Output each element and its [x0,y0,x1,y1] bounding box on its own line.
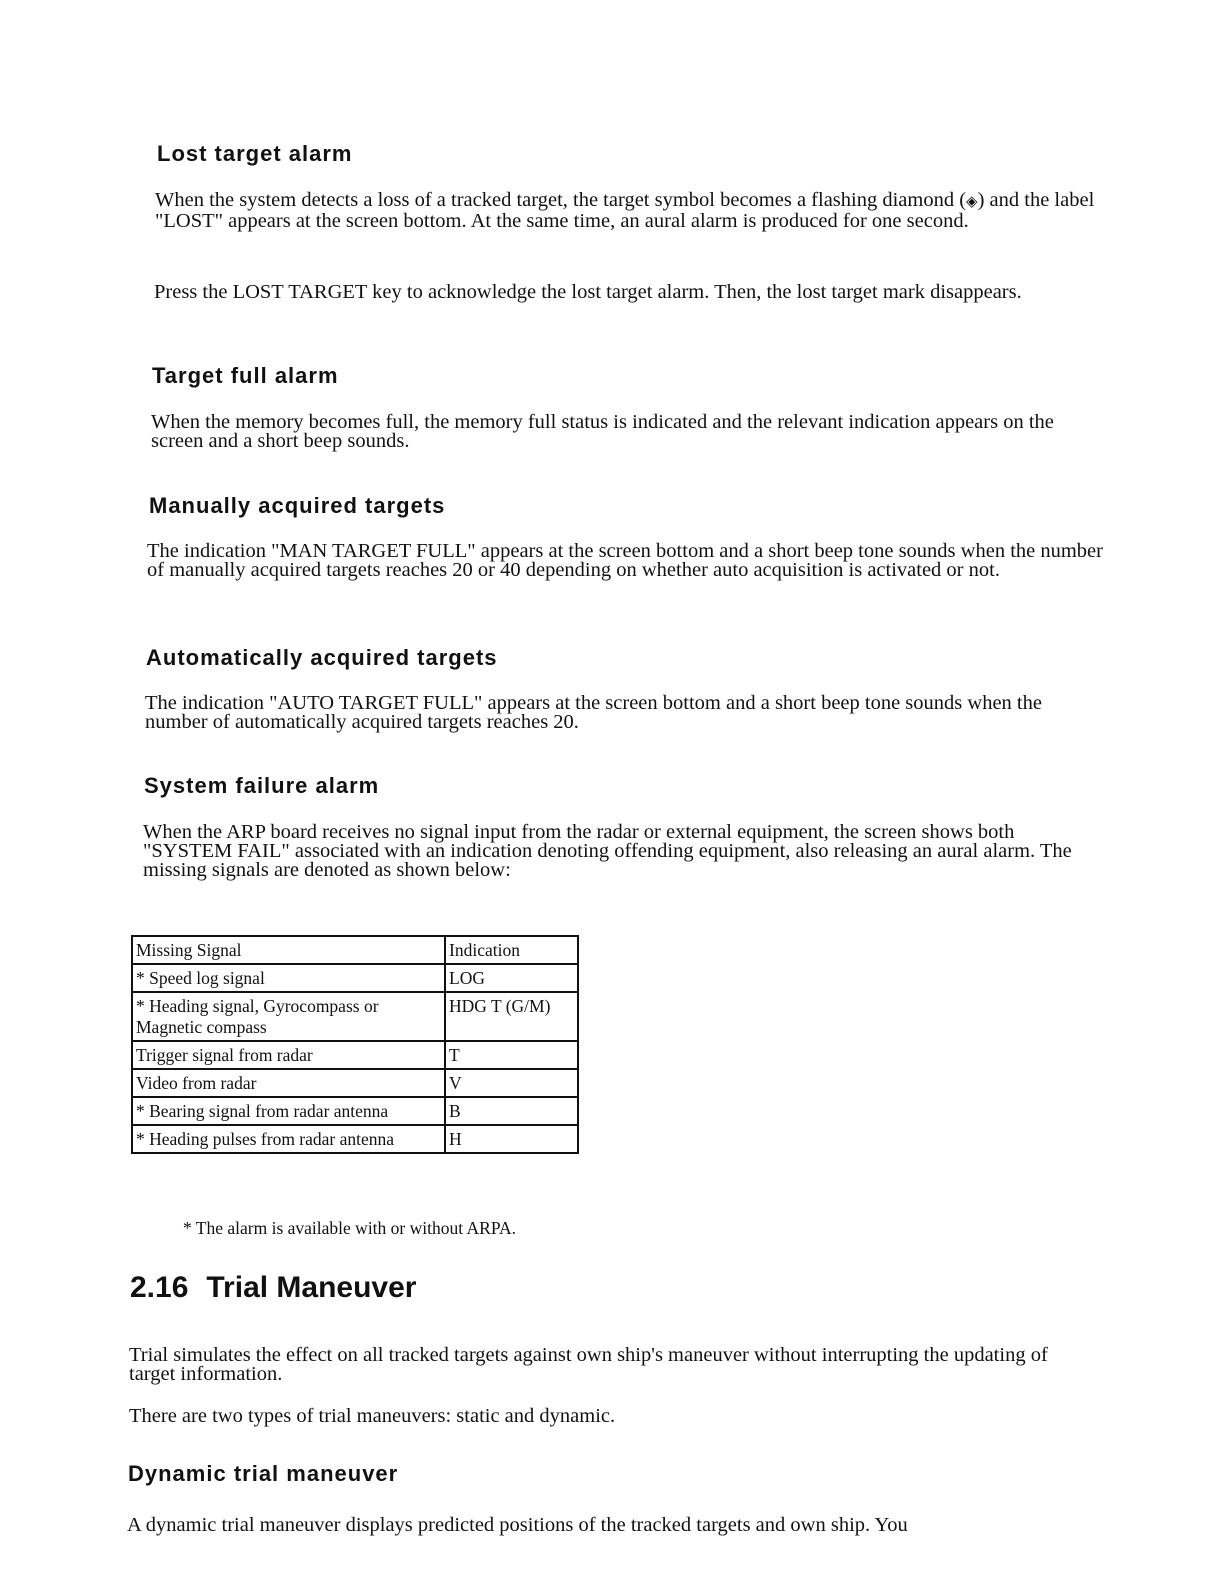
cell-indication: LOG [445,964,578,992]
header-missing-signal: Missing Signal [132,936,445,964]
cell-signal: * Speed log signal [132,964,445,992]
cell-indication: HDG T (G/M) [445,992,578,1041]
missing-signal-table [131,935,579,1154]
table-header-row [132,936,578,964]
cell-signal [132,992,445,1041]
section-title-trial-maneuver [130,1271,416,1305]
cell-indication: V [445,1069,578,1097]
table-row [132,964,578,992]
cell-signal-line: Magnetic compass [136,1017,267,1037]
paragraph-dynamic-trial: A dynamic trial maneuver displays predicted positions of the tracked targets and own ship. You [127,1514,908,1536]
paragraph-manual-target-full: The indication "MAN TARGET FULL" appears at the screen bottom and a short beep tone sounds when the number of manually acquired targets reaches 20 or 40 depending on whether auto acquisition is activated or not. [147,540,1103,581]
heading-automatically-acquired: Automatically acquired targets [146,645,498,670]
section-title-text: Trial Maneuver [206,1271,417,1304]
paragraph-trial-types: There are two types of trial maneuvers: static and dynamic. [129,1405,616,1427]
cell-signal: Video from radar [132,1069,445,1097]
cell-signal: * Bearing signal from radar antenna [132,1097,445,1125]
flashing-diamond-icon: ◈ [966,194,978,210]
cell-indication: H [445,1125,578,1153]
heading-target-full-alarm: Target full alarm [152,363,339,388]
paragraph-lost-target-detect [155,191,1115,231]
paragraph-system-failure: When the ARP board receives no signal input from the radar or external equipment, the screen shows both "SYSTEM FAIL" associated with an indication denoting offending equipment, also releasing an aural alarm. The missing signals are denoted as shown below: [143,821,1072,881]
cell-signal: * Heading pulses from radar antenna [132,1125,445,1153]
text-fragment: ) and the label "LOST" appears at the screen bottom. At the same time, an aural alarm is produced for one second. [155,189,1095,232]
paragraph-trial-intro: Trial simulates the effect on all tracked targets against own ship's maneuver without interrupting the updating of target information. [129,1344,1048,1385]
heading-system-failure-alarm: System failure alarm [144,773,380,798]
cell-indication: B [445,1097,578,1125]
table-row [132,1069,578,1097]
paragraph-auto-target-full: The indication "AUTO TARGET FULL" appears at the screen bottom and a short beep tone sounds when the number of automatically acquired targets reaches 20. [145,692,1042,733]
table-row [132,1125,578,1153]
header-indication: Indication [445,936,578,964]
paragraph-target-full: When the memory becomes full, the memory full status is indicated and the relevant indication appears on the screen and a short beep sounds. [151,411,1054,452]
cell-indication: T [445,1041,578,1069]
table-row [132,1097,578,1125]
heading-lost-target-alarm: Lost target alarm [157,141,353,166]
cell-signal: Trigger signal from radar [132,1041,445,1069]
heading-manually-acquired: Manually acquired targets [149,493,446,518]
heading-dynamic-trial-maneuver: Dynamic trial maneuver [128,1461,399,1486]
paragraph-lost-target-ack: Press the LOST TARGET key to acknowledge the lost target alarm. Then, the lost target mark disappears. [154,281,1022,303]
cell-signal-line: * Heading signal, Gyrocompass or [136,996,379,1016]
table-footnote: * The alarm is available with or without ARPA. [183,1218,516,1238]
table-row [132,992,578,1041]
section-number: 2.16 [130,1271,189,1304]
table-row [132,1041,578,1069]
text-fragment: When the system detects a loss of a tracked target, the target symbol becomes a flashing diamond ( [155,189,967,211]
